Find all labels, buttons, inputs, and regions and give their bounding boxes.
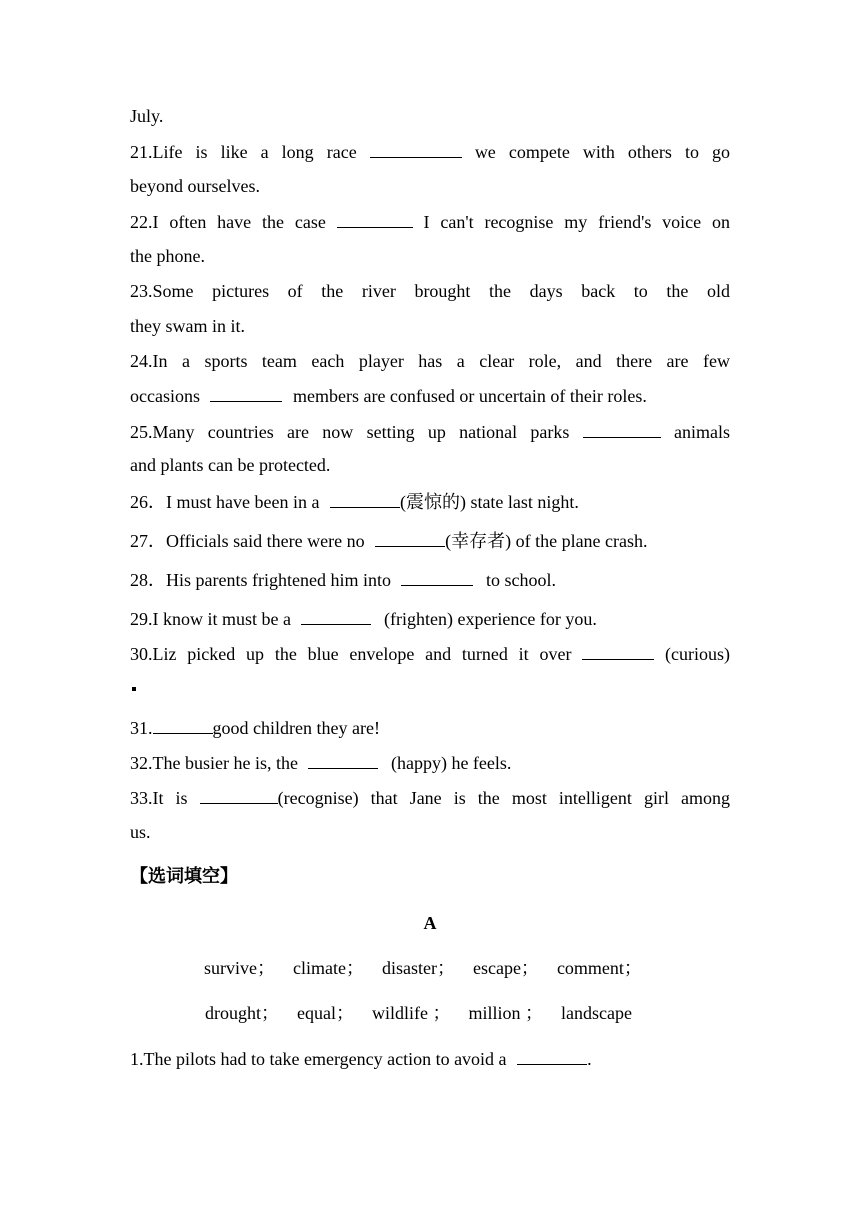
question-29	[130, 607, 730, 630]
q27-text-b: (幸存者) of the plane crash.	[445, 531, 648, 551]
exercise-1	[130, 1047, 730, 1070]
q24-blank[interactable]	[210, 384, 282, 402]
word-comment: comment；	[556, 958, 642, 978]
word-climate: climate；	[293, 958, 364, 978]
word-drought: drought；	[205, 1003, 279, 1023]
q21-text-a: 21.Life is like a long race	[130, 142, 357, 162]
q26-text-b: (震惊的) state last night.	[399, 492, 579, 512]
q33-line-2: us.	[130, 822, 151, 842]
word-bank-row-2	[205, 1002, 650, 1024]
ex1-blank[interactable]	[517, 1047, 587, 1065]
q30-text-a: 30.Liz picked up the blue envelope and turned it over	[130, 644, 572, 664]
question-28	[130, 568, 730, 591]
q30-blank[interactable]	[582, 642, 654, 660]
q21-line-2: beyond ourselves.	[130, 176, 260, 196]
q33-blank[interactable]	[200, 786, 278, 804]
q31-number: 31.	[130, 718, 153, 738]
question-26	[130, 490, 730, 513]
q29-text-b: (frighten) experience for you.	[383, 609, 597, 629]
question-23: 23.Some pictures of the river brought the days back to the old	[130, 281, 730, 301]
q33-text-a: 33.It is	[130, 788, 188, 808]
question-22	[130, 210, 730, 233]
q30-period-mark	[132, 687, 136, 691]
q27-text-a: 27．Officials said there were no	[130, 531, 365, 551]
q31-blank[interactable]	[153, 716, 213, 734]
q25-text-b: animals	[674, 422, 731, 442]
q30-text-b: (curious)	[665, 644, 731, 664]
q32-blank[interactable]	[308, 751, 378, 769]
q29-text-a: 29.I know it must be a	[130, 609, 291, 629]
q31-text: good children they are!	[212, 718, 380, 738]
q29-blank[interactable]	[301, 607, 371, 625]
q33-text-b: (recognise) that Jane is the most intelligent girl among	[277, 788, 730, 808]
q22-text-a: 22.I often have the case	[130, 212, 326, 232]
part-a-title: A	[423, 913, 437, 933]
word-million: million ；	[468, 1003, 543, 1023]
word-wildlife: wildlife ；	[371, 1003, 451, 1023]
question-25	[130, 420, 730, 443]
word-landscape: landscape	[561, 1003, 632, 1023]
q32-text-a: 32.The busier he is, the	[130, 753, 298, 773]
q24-text-a: occasions	[130, 386, 200, 406]
q28-text-b: to school.	[485, 570, 556, 590]
q22-line-2: the phone.	[130, 246, 205, 266]
q23-line-2: they swam in it.	[130, 316, 245, 336]
question-30	[130, 642, 730, 665]
word-escape: escape；	[472, 958, 539, 978]
line-july: July.	[130, 106, 164, 126]
ex1-period: .	[587, 1049, 592, 1069]
q32-text-b: (happy) he feels.	[390, 753, 512, 773]
q21-text-b: we compete with others to go	[474, 142, 731, 162]
question-32	[130, 751, 730, 774]
q21-blank[interactable]	[370, 140, 462, 158]
q24-text-b: members are confused or uncertain of their roles.	[292, 386, 647, 406]
q28-blank[interactable]	[401, 568, 473, 586]
q26-blank[interactable]	[330, 490, 400, 508]
ex1-text: 1.The pilots had to take emergency action to avoid a	[130, 1049, 507, 1069]
question-21	[130, 140, 730, 163]
q26-text-a: 26．I must have been in a	[130, 492, 320, 512]
q25-text-a: 25.Many countries are now setting up national parks	[130, 422, 570, 442]
question-27	[130, 529, 730, 552]
word-bank-row-1	[204, 957, 660, 979]
q22-blank[interactable]	[337, 210, 413, 228]
q27-blank[interactable]	[375, 529, 445, 547]
word-equal: equal；	[297, 1003, 354, 1023]
question-31	[130, 716, 730, 739]
q24-line-2	[130, 384, 730, 407]
question-33	[130, 786, 730, 809]
word-survive: survive；	[204, 958, 275, 978]
q25-blank[interactable]	[583, 420, 661, 438]
word-disaster: disaster；	[381, 958, 455, 978]
section-heading: 【选词填空】	[130, 866, 238, 887]
q25-line-2: and plants can be protected.	[130, 455, 331, 475]
q22-text-b: I can't recognise my friend's voice on	[423, 212, 731, 232]
question-24: 24.In a sports team each player has a clear role, and there are few	[130, 351, 730, 371]
q28-text-a: 28．His parents frightened him into	[130, 570, 391, 590]
